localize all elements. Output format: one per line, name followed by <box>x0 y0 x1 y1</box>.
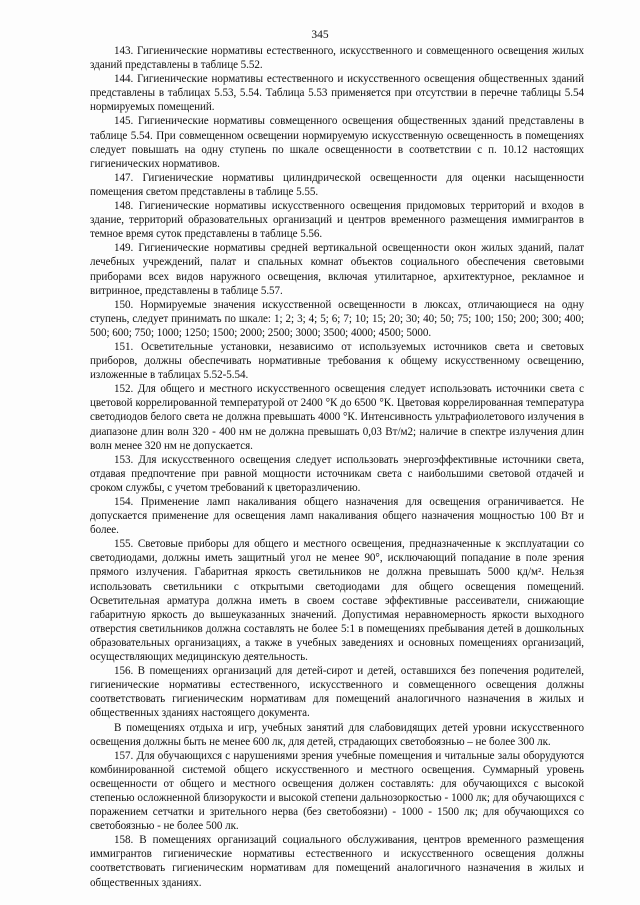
paragraph-151: 151. Осветительные установки, независимо от используемых источников света и световых приборов, должны обеспечивать нормативные требования к общему искусственному освещению, изложенные в таблицах 5.52-5.54. <box>90 340 584 382</box>
paragraph-150: 150. Нормируемые значения искусственной освещенности в люксах, отличающиеся на одну ступень, следует принимать по шкале: 1; 2; 3; 4; 5; 6; 7; 10; 15; 20; 30; 40; 50; 75; 100; 150; 200; 300; 400; 500; 600; 750; 1000; 1250; 1500; 2000; 2500; 3000; 3500; 4000; 4500; 5000. <box>90 298 584 339</box>
paragraph-148: 148. Гигиенические нормативы искусственного освещения придомовых территорий и входов в здание, территорий образовательных организаций и центров временного размещения иммигрантов в темное время суток представлены в таблице 5.56. <box>90 200 584 241</box>
paragraph-143: 143. Гигиенические нормативы естественного, искусственного и совмещенного освещения жилых зданий представлены в таблице 5.52. <box>90 45 584 72</box>
paragraph-144: 144. Гигиенические нормативы естественного и искусственного освещения общественных зданий представлены в таблицах 5.53, 5.54. Таблица 5.53 применяется при отсутствии в перечне таблицы 5.54 нормируемых помещений. <box>90 73 584 114</box>
paragraph-156: 156. В помещениях организаций для детей-сирот и детей, оставшихся без попечения родителей, гигиенические нормативы естественного, искусственного и совмещенного освещения должны соответствовать гигиеническим нормативам для помещений аналогичного назначения в жилых и общественных зданиях настоящего документа. <box>90 665 584 720</box>
paragraph-156-continued: В помещениях отдыха и игр, учебных занятий для слабовидящих детей уровни искусственного освещения должны быть не менее 600 лк, для детей, страдающих светобоязнью – не более 300 лк. <box>90 721 584 748</box>
paragraph-149: 149. Гигиенические нормативы средней вертикальной освещенности окон жилых зданий, палат лечебных учреждений, палат и спальных комнат объектов социального обеспечения световыми приборами всех видов наружного освещения, включая утилитарное, архитектурное, рекламное и витринное, представлены в таблице 5.57. <box>90 242 584 297</box>
page-number: 345 <box>311 29 329 41</box>
paragraph-145: 145. Гигиенические нормативы совмещенного освещения общественных зданий представлены в таблице 5.54. При совмещенном освещении нормируемую искусственную освещенность в помещениях следует повышать на одну ступень по шкале освещенности в соответствии с п. 10.12 настоящих гигиенических нормативов. <box>90 115 584 170</box>
paragraph-155: 155. Световые приборы для общего и местного освещения, предназначенные к эксплуатации со светодиодами, должны иметь защитный угол не менее 90°, исключающий попадание в поле зрения прямого излучения. Габаритная яркость светильников не должна превышать 5000 кд/м². Нельзя использовать светильники с открытыми светодиодами для общего освещения помещений. Осветительная арматура должна иметь в своем составе эффективные рассеиватели, снижающие габаритную яркость до вышеуказанных значений. Допустимая неравномерность яркости выходного отверстия светильников должна составлять не более 5:1 в помещениях пребывания детей в дошкольных образовательных организациях, а также в учебных заведениях и основных помещениях организаций, осуществляющих медицинскую деятельность. <box>90 538 584 664</box>
paragraph-158: 158. В помещениях организаций социального обслуживания, центров временного размещения иммигрантов гигиенические нормативы естественного и искусственного освещения должны соответствовать гигиеническим нормативам для помещений аналогичного назначения в жилых и общественных зданиях. <box>90 834 584 889</box>
paragraph-152: 152. Для общего и местного искусственного освещения следует использовать источники света с цветовой коррелированной температурой от 2400 °К до 6500 °К. Цветовая коррелированная температура светодиодов белого света не должна превышать 4000 °К. Интенсивность ультрафиолетового излучения в диапазоне длин волн 320 - 400 нм не должна превышать 0,03 Вт/м2; наличие в спектре излучения длин волн менее 320 нм не допускается. <box>90 383 584 452</box>
paragraph-157: 157. Для обучающихся с нарушениями зрения учебные помещения и читальные залы оборудуются комбинированной системой общего искусственного и местного освещения. Суммарный уровень освещенности от общего и местного освещения должен составлять: для обучающихся с высокой степенью осложненной близорукости и высокой степени дальнозоркостью - 1000 лк; для обучающихся с поражением сетчатки и зрительного нерва (без светобоязни) - 1000 - 1500 лк; для обучающихся со светобоязнью - не более 500 лк. <box>90 749 584 833</box>
paragraph-147: 147. Гигиенические нормативы цилиндрической освещенности для оценки насыщенности помещения светом представлены в таблице 5.55. <box>90 171 584 198</box>
paragraph-153: 153. Для искусственного освещения следует использовать энергоэффективные источники света, отдавая предпочтение при равной мощности источникам света с наибольшими световой отдачей и сроком службы, с учетом требований к цветоразличению. <box>90 453 584 494</box>
paragraph-154: 154. Применение ламп накаливания общего назначения для освещения ограничивается. Не допускается применение для освещения ламп накаливания общего назначения мощностью 100 Вт и более. <box>90 496 584 537</box>
document-body <box>90 44 584 890</box>
